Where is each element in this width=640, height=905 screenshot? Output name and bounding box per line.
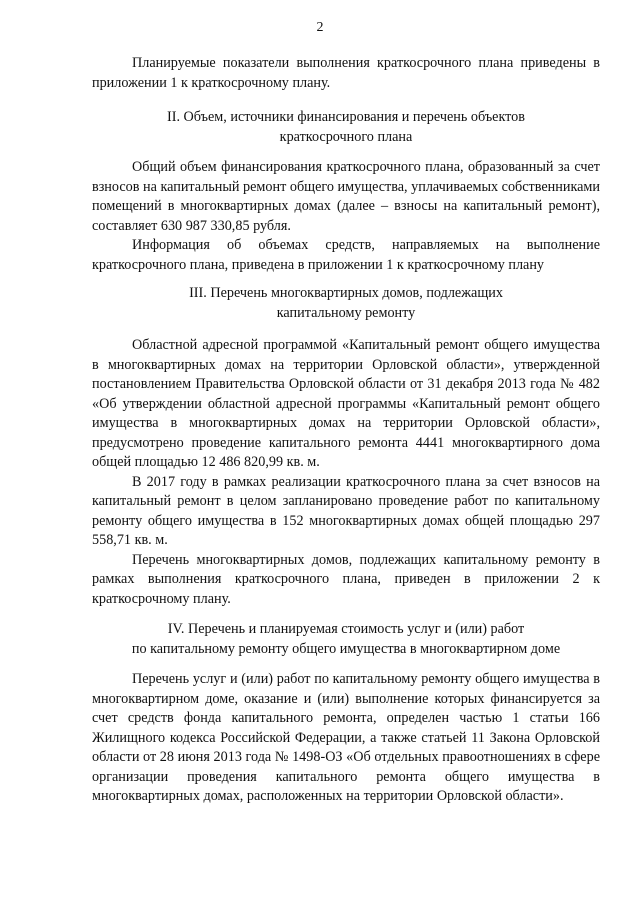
section-heading-2	[92, 108, 600, 147]
paragraph: Общий объем финансирования краткосрочного плана, образованный за счет взносов на капитальный ремонт общего имущества, уплачиваемых собственниками помещений в многоквартирных домах (далее – взносы на капитальный ремонт), составляет 630 987 330,85 рубля.	[92, 159, 600, 234]
page-number: 2	[316, 20, 324, 35]
heading-line: III. Перечень многоквартирных домов, подлежащих	[189, 285, 503, 301]
section-heading-4	[92, 620, 600, 659]
paragraph: Планируемые показатели выполнения краткосрочного плана приведены в приложении 1 к краткосрочному плану.	[92, 55, 600, 91]
paragraph: Информация об объемах средств, направляемых на выполнение краткосрочного плана, приведена в приложении 1 к краткосрочному плану	[92, 237, 600, 273]
section-4-body	[92, 670, 600, 807]
section-heading-3	[92, 284, 600, 323]
section-2-body	[92, 158, 600, 275]
heading-line: по капитальному ремонту общего имущества в многоквартирном доме	[131, 640, 561, 657]
heading-line: IV. Перечень и планируемая стоимость услуг и (или) работ	[167, 621, 525, 637]
paragraph: Перечень услуг и (или) работ по капитальному ремонту общего имущества в многоквартирном доме, оказание и (или) выполнение которых финансируется за счет средств фонда капитального ремонта, определен частью 1 статьи 166 Жилищного кодекса Российской Федерации, а также статьей 11 Закона Орловской области от 28 июня 2013 года № 1498-ОЗ «Об отдельных правоотношениях в сфере организации проведения капитального ремонта общего имущества в многоквартирных домах, расположенных на территории Орловской области».	[92, 671, 600, 804]
heading-line: капитальному ремонту	[276, 304, 416, 321]
heading-line: II. Объем, источники финансирования и перечень объектов	[167, 109, 525, 125]
intro-block	[92, 54, 600, 93]
paragraph: Перечень многоквартирных домов, подлежащих капитальному ремонту в рамках выполнения краткосрочного плана, приведен в приложении 2 к краткосрочному плану.	[92, 551, 600, 607]
paragraph: Областной адресной программой «Капитальный ремонт общего имущества в многоквартирных домах на территории Орловской области», утвержденной постановлением Правительства Орловской области от 31 декабря 2013 года № 482 «Об утверждении областной адресной программы «Капитальный ремонт общего имущества в многоквартирных домах на территории Орловской области», предусмотрено проведение капитального ремонта 4441 многоквартирного дома общей площадью 12 486 820,99 кв. м.	[92, 337, 600, 470]
heading-line: краткосрочного плана	[279, 128, 413, 145]
paragraph: В 2017 году в рамках реализации краткосрочного плана за счет взносов на капитальный ремонт в целом запланировано проведение работ по капитальному ремонту общего имущества в 152 многоквартирных домах общей площадью 297 558,71 кв. м.	[92, 473, 600, 548]
section-3-body	[92, 336, 600, 609]
